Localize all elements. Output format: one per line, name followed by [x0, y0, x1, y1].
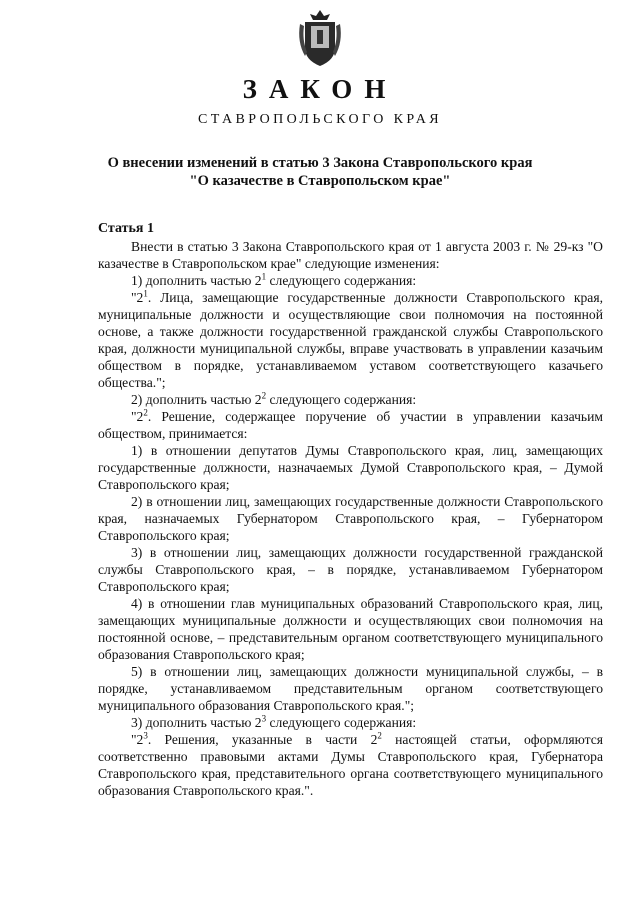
paragraph: 2) в отношении лиц, замещающих государственные должности Ставропольского края, назначаемых Губернатором Ставропольского края, – Губернатором Ставропольского края;	[98, 494, 603, 543]
coat-of-arms-icon	[297, 8, 343, 70]
paragraph: "$2^1$. Лица, замещающие государственные должности Ставропольского края, муниципальные должности и осуществляющие свои полномочия на постоянной основе, а также должности государственной гражданской службы Ставропольского края, должности муниципальной службы, вправе участвовать в управлении казачьим обществом в порядке, устанавливаемом уставом соответствующего казачьего общества.";	[98, 288, 603, 390]
paragraph: Внести в статью 3 Закона Ставропольского края от 1 августа 2003 г. № 29-кз "О казачестве в Ставропольском крае" следующие изменения:	[98, 239, 603, 271]
document-subtitle: СТАВРОПОЛЬСКОГО КРАЯ	[198, 112, 442, 127]
document-title: ЗАКОН	[242, 74, 398, 104]
law-heading-line-1: О внесении изменений в статью 3 Закона Ставропольского края	[107, 155, 533, 171]
paragraph: 3) дополнить частью $2^3$ следующего содержания:	[131, 713, 417, 730]
paragraph: 2) дополнить частью $2^2$ следующего содержания:	[131, 390, 417, 407]
article-body	[98, 238, 603, 799]
paragraph: 3) в отношении лиц, замещающих должности государственной гражданской службы Ставропольского края, – в порядке, устанавливаемом Губернатором Ставропольского края;	[98, 545, 603, 594]
article-label: Статья 1	[98, 221, 154, 236]
paragraph: "$2^2$. Решение, содержащее поручение об участии в управлении казачьим обществом, принимается:	[98, 407, 603, 441]
paragraph: 1) в отношении депутатов Думы Ставропольского края, лиц, замещающих государственные должности, назначаемых Думой Ставропольского края, – Думой Ставропольского края;	[98, 443, 603, 492]
law-heading	[60, 154, 580, 190]
paragraph: "$2^3$. Решения, указанные в части $2^2$ настоящей статьи, оформляются соответственно правовыми актами Думы Ставропольского края, Губернатора Ставропольского края, представительного органа соответствующего муниципального образования Ставропольского края.".	[98, 730, 603, 798]
paragraph: 4) в отношении глав муниципальных образований Ставропольского края, лиц, замещающих муниципальные должности и осуществляющих свои полномочия на постоянной основе, – представительным органом соответствующего муниципального образования Ставропольского края;	[98, 596, 603, 662]
paragraph: 5) в отношении лиц, замещающих должности муниципальной службы, – в порядке, устанавливаемом представительным органом соответствующего муниципального образования Ставропольского края.";	[98, 664, 603, 713]
paragraph: 1) дополнить частью $2^1$ следующего содержания:	[131, 271, 417, 288]
law-heading-line-2: "О казачестве в Ставропольском крае"	[189, 173, 451, 189]
